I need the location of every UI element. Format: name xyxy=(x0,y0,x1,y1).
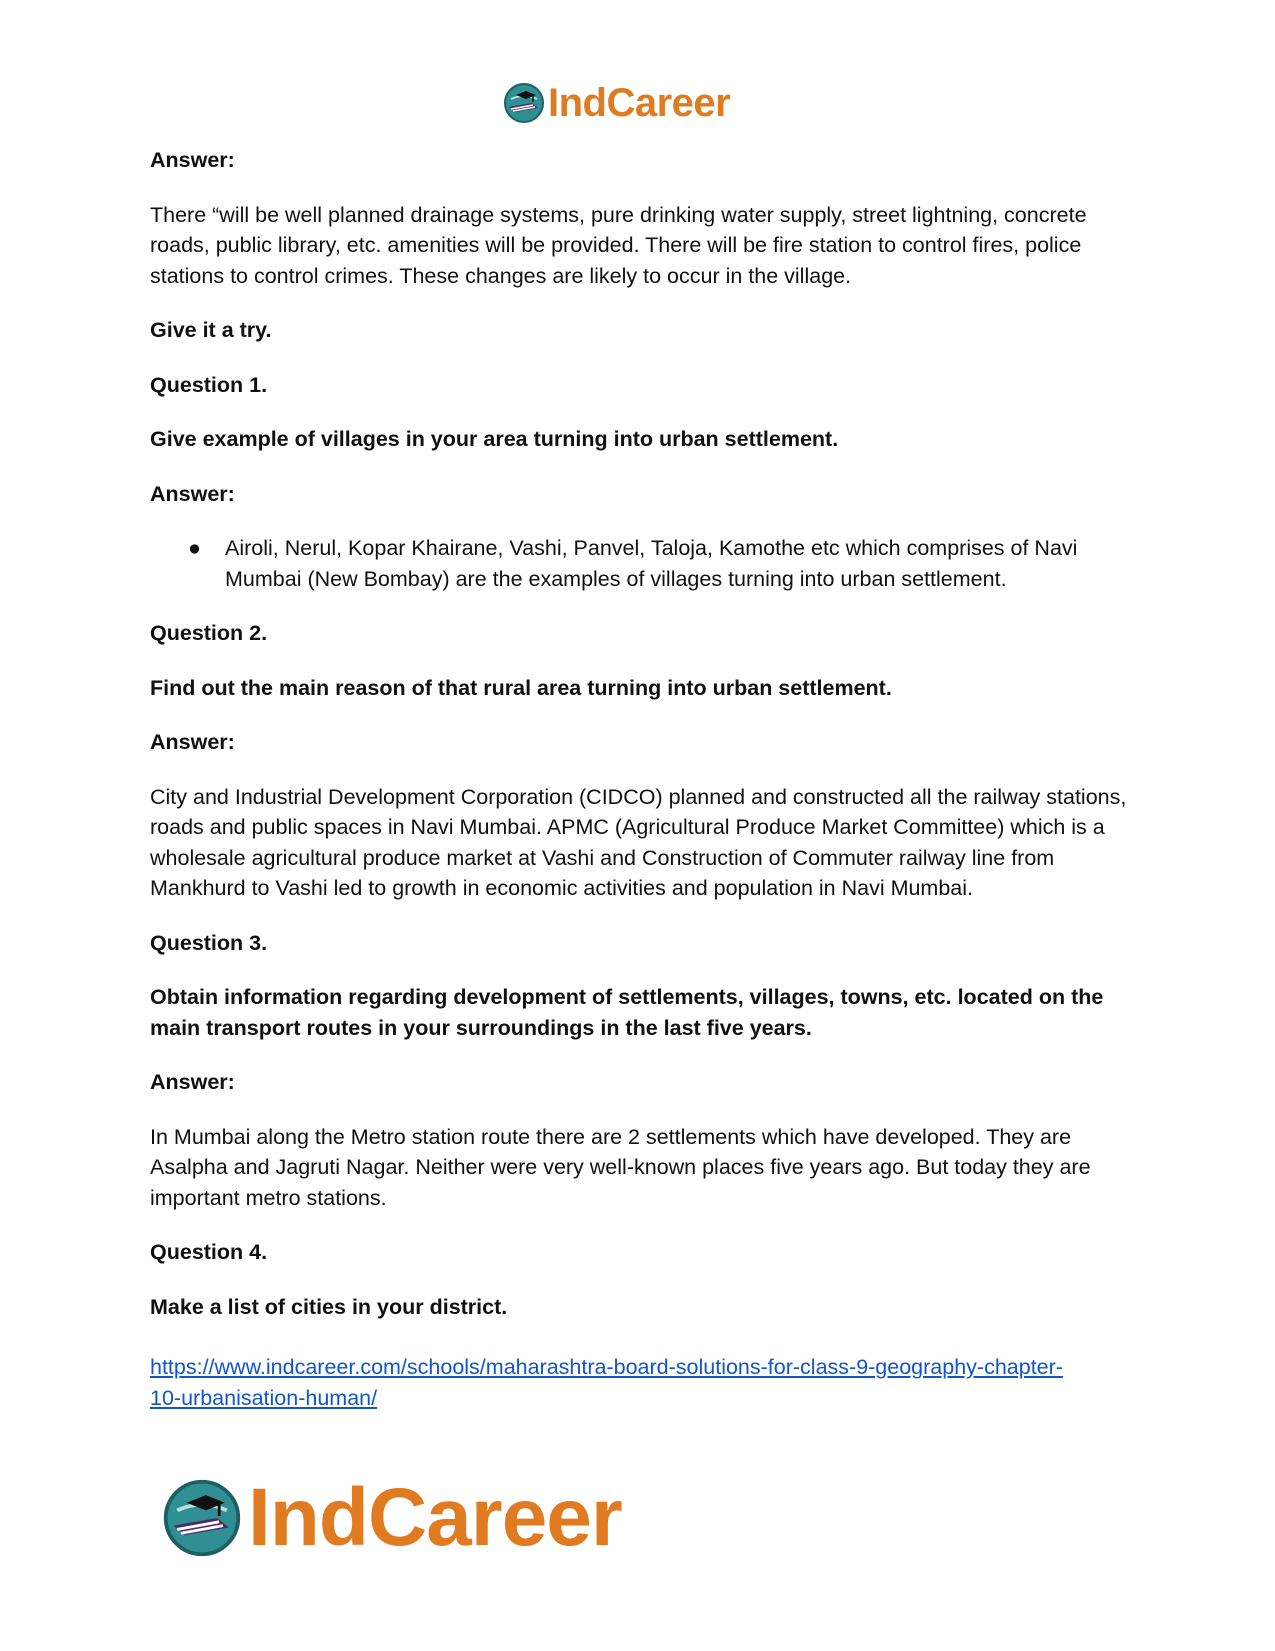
header-brand-name: IndCareer xyxy=(548,80,731,125)
globe-with-book-and-cap-icon xyxy=(160,1476,244,1560)
answer-label: Answer: xyxy=(150,148,235,172)
question-1-answer-label: Answer: xyxy=(150,481,235,506)
question-3-label: Question 3. xyxy=(150,930,268,955)
document-content xyxy=(150,145,1140,1413)
question-2-answer-label: Answer: xyxy=(150,730,235,754)
bullet-text: Airoli, Nerul, Kopar Khairane, Vashi, Panvel, Taloja, Kamothe etc which comprises of Navi Mumbai (New Bombay) are the examples of villages turning into urban settlement. xyxy=(225,536,1078,591)
section-heading: Give it a try. xyxy=(150,318,272,342)
bullet-icon: ● xyxy=(188,536,201,560)
footer-logo xyxy=(160,1472,622,1564)
source-link-container xyxy=(150,1352,1140,1413)
source-link[interactable] xyxy=(150,1355,1063,1410)
question-2-text: Find out the main reason of that rural area turning into urban settlement. xyxy=(150,675,892,700)
question-1-label: Question 1. xyxy=(150,372,268,397)
source-link-line-1: https://www.indcareer.com/schools/maharashtra-board-solutions-for-class-9-geography-chapter- xyxy=(150,1355,1063,1379)
question-2-label: Question 2. xyxy=(150,621,268,645)
question-1-bullet-list xyxy=(150,533,1140,594)
globe-with-book-and-cap-icon xyxy=(502,81,546,125)
question-3-answer: In Mumbai along the Metro station route there are 2 settlements which have developed. They are Asalpha and Jagruti Nagar. Neither were very well-known places five years ago. But today they are important metro stations. xyxy=(150,1124,1091,1210)
question-2-answer: City and Industrial Development Corporation (CIDCO) planned and constructed all the railway stations, roads and public spaces in Navi Mumbai. APMC (Agricultural Produce Market Committee) which is a wholesale agricultural produce market at Vashi and Construction of Commuter railway line from Mankhurd to Vashi led to growth in economic activities and population in Navi Mumbai. xyxy=(150,784,1127,900)
answer-paragraph: There “will be well planned drainage systems, pure drinking water supply, street lightning, concrete roads, public library, etc. amenities will be provided. There will be fire station to control fires, police stations to control crimes. These changes are likely to occur in the village. xyxy=(150,202,1087,288)
question-1-text: Give example of villages in your area turning into urban settlement. xyxy=(150,427,839,451)
question-3-answer-label: Answer: xyxy=(150,1070,235,1094)
question-4-label: Question 4. xyxy=(150,1240,268,1264)
question-3-text: Obtain information regarding development of settlements, villages, towns, etc. located on the main transport routes in your surroundings in the last five years. xyxy=(150,985,1104,1040)
header-logo xyxy=(502,78,730,128)
source-link-line-2: 10-urbanisation-human/ xyxy=(150,1385,378,1410)
question-4-text: Make a list of cities in your district. xyxy=(150,1294,508,1319)
footer-brand-name: IndCareer xyxy=(248,1472,622,1563)
list-item xyxy=(150,533,1140,594)
